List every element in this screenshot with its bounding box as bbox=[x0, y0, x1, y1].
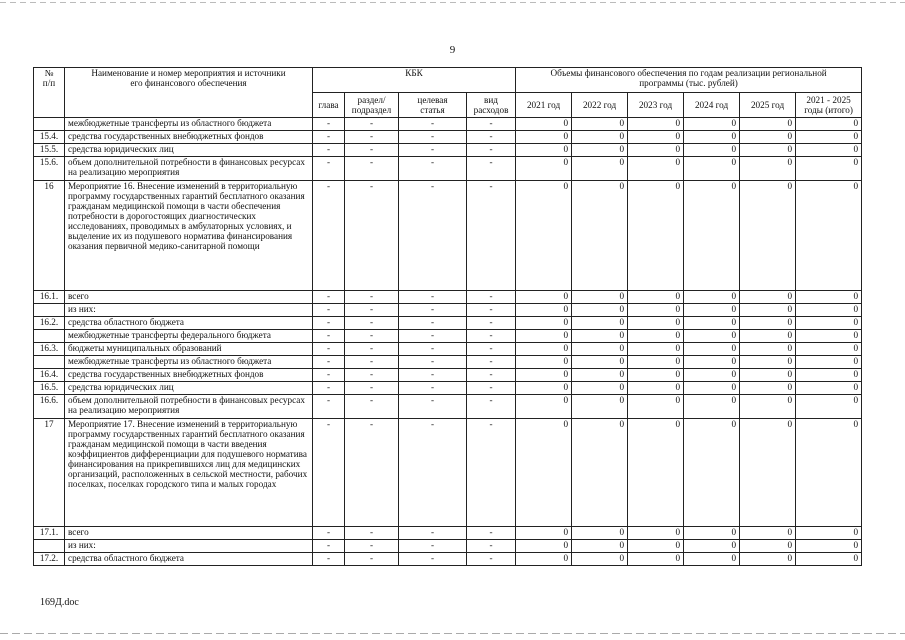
kbk-cell: - bbox=[345, 118, 399, 131]
value-cell: 0 bbox=[740, 304, 796, 317]
kbk-cell: - bbox=[399, 317, 467, 330]
kbk-cell: - bbox=[345, 157, 399, 181]
header-year-2021: 2021 год bbox=[516, 93, 572, 118]
value-cell: 0 bbox=[796, 382, 862, 395]
table-row bbox=[34, 181, 862, 291]
value-cell: 0 bbox=[572, 181, 628, 291]
table-row bbox=[34, 540, 862, 553]
row-name: Мероприятие 16. Внесение изменений в территориальную программу государственных гарантий бесплатного оказания гражданам медицинской помощи в части обеспечения потребности в дорогостоящих диагностических исследованиях, проводимых в амбулаторных условиях, и выделение их из подушевого норматива финансирования оказания первичной медико-санитарной помощи bbox=[65, 181, 313, 291]
row-number: 15.4. bbox=[34, 131, 65, 144]
value-cell: 0 bbox=[796, 369, 862, 382]
kbk-cell: - bbox=[313, 395, 345, 419]
kbk-cell: - bbox=[399, 144, 467, 157]
kbk-cell: - bbox=[399, 181, 467, 291]
value-cell: 0 bbox=[684, 419, 740, 527]
value-cell: 0 bbox=[740, 131, 796, 144]
value-cell: 0 bbox=[796, 144, 862, 157]
kbk-cell: - bbox=[467, 317, 516, 330]
row-name: из них: bbox=[65, 540, 313, 553]
value-cell: 0 bbox=[628, 291, 684, 304]
value-cell: 0 bbox=[796, 395, 862, 419]
kbk-cell: - bbox=[467, 304, 516, 317]
value-cell: 0 bbox=[796, 540, 862, 553]
row-number bbox=[34, 330, 65, 343]
row-number: 15.5. bbox=[34, 144, 65, 157]
kbk-cell: - bbox=[399, 540, 467, 553]
kbk-cell: - bbox=[345, 356, 399, 369]
kbk-cell: - bbox=[345, 291, 399, 304]
value-cell: 0 bbox=[684, 118, 740, 131]
row-number bbox=[34, 304, 65, 317]
row-name: межбюджетные трансферты из областного бюджета bbox=[65, 118, 313, 131]
kbk-cell: - bbox=[399, 291, 467, 304]
value-cell: 0 bbox=[684, 291, 740, 304]
table-row bbox=[34, 356, 862, 369]
row-number: 17.2. bbox=[34, 553, 65, 566]
value-cell: 0 bbox=[796, 527, 862, 540]
value-cell: 0 bbox=[684, 131, 740, 144]
kbk-cell: - bbox=[467, 118, 516, 131]
kbk-cell: - bbox=[399, 343, 467, 356]
value-cell: 0 bbox=[628, 343, 684, 356]
table-row bbox=[34, 157, 862, 181]
row-name: межбюджетные трансферты федерального бюджета bbox=[65, 330, 313, 343]
value-cell: 0 bbox=[516, 382, 572, 395]
row-number: 16.1. bbox=[34, 291, 65, 304]
kbk-cell: - bbox=[313, 330, 345, 343]
value-cell: 0 bbox=[740, 157, 796, 181]
scan-edge-bottom bbox=[0, 633, 905, 634]
value-cell: 0 bbox=[684, 317, 740, 330]
header-vid: вид расходов bbox=[467, 93, 516, 118]
value-cell: 0 bbox=[516, 118, 572, 131]
value-cell: 0 bbox=[684, 330, 740, 343]
header-name: Наименование и номер мероприятия и источники его финансового обеспечения bbox=[65, 68, 313, 118]
kbk-cell: - bbox=[313, 317, 345, 330]
kbk-cell: - bbox=[467, 144, 516, 157]
value-cell: 0 bbox=[572, 382, 628, 395]
table-row bbox=[34, 553, 862, 566]
value-cell: 0 bbox=[740, 144, 796, 157]
value-cell: 0 bbox=[684, 540, 740, 553]
kbk-cell: - bbox=[399, 527, 467, 540]
value-cell: 0 bbox=[572, 131, 628, 144]
row-number: 16 bbox=[34, 181, 65, 291]
kbk-cell: - bbox=[467, 131, 516, 144]
value-cell: 0 bbox=[684, 157, 740, 181]
value-cell: 0 bbox=[684, 369, 740, 382]
value-cell: 0 bbox=[628, 131, 684, 144]
value-cell: 0 bbox=[684, 527, 740, 540]
kbk-cell: - bbox=[345, 131, 399, 144]
value-cell: 0 bbox=[516, 419, 572, 527]
value-cell: 0 bbox=[796, 553, 862, 566]
kbk-cell: - bbox=[399, 419, 467, 527]
kbk-cell: - bbox=[313, 118, 345, 131]
value-cell: 0 bbox=[572, 356, 628, 369]
value-cell: 0 bbox=[740, 291, 796, 304]
value-cell: 0 bbox=[684, 553, 740, 566]
row-name: средства областного бюджета bbox=[65, 317, 313, 330]
kbk-cell: - bbox=[467, 527, 516, 540]
value-cell: 0 bbox=[740, 181, 796, 291]
kbk-cell: - bbox=[345, 553, 399, 566]
header-num: № п/п bbox=[34, 68, 65, 118]
value-cell: 0 bbox=[628, 553, 684, 566]
value-cell: 0 bbox=[516, 317, 572, 330]
table-row bbox=[34, 131, 862, 144]
header-glava: глава bbox=[313, 93, 345, 118]
value-cell: 0 bbox=[628, 395, 684, 419]
row-name: объем дополнительной потребности в финансовых ресурсах на реализацию мероприятия bbox=[65, 157, 313, 181]
value-cell: 0 bbox=[796, 157, 862, 181]
kbk-cell: - bbox=[399, 395, 467, 419]
row-name: Мероприятие 17. Внесение изменений в территориальную программу государственных гарантий бесплатного оказания гражданам медицинской помощи в части введения коэффициентов дифференциации для подушевого норматива финансирования на прикрепившихся лиц для медицинских организаций, расположенных в сельской местности, рабочих поселках, поселках городского типа и малых городах bbox=[65, 419, 313, 527]
header-year-total: 2021 - 2025 годы (итого) bbox=[796, 93, 862, 118]
row-name: средства областного бюджета bbox=[65, 553, 313, 566]
value-cell: 0 bbox=[628, 527, 684, 540]
kbk-cell: - bbox=[313, 553, 345, 566]
row-name: всего bbox=[65, 291, 313, 304]
table-row bbox=[34, 304, 862, 317]
value-cell: 0 bbox=[796, 181, 862, 291]
value-cell: 0 bbox=[740, 356, 796, 369]
kbk-cell: - bbox=[399, 356, 467, 369]
value-cell: 0 bbox=[628, 540, 684, 553]
value-cell: 0 bbox=[796, 356, 862, 369]
header-year-2025: 2025 год bbox=[740, 93, 796, 118]
header-year-2024: 2024 год bbox=[684, 93, 740, 118]
kbk-cell: - bbox=[345, 330, 399, 343]
header-year-2023: 2023 год bbox=[628, 93, 684, 118]
row-number: 16.2. bbox=[34, 317, 65, 330]
value-cell: 0 bbox=[796, 131, 862, 144]
header-year-2022: 2022 год bbox=[572, 93, 628, 118]
kbk-cell: - bbox=[399, 330, 467, 343]
value-cell: 0 bbox=[796, 317, 862, 330]
kbk-cell: - bbox=[345, 317, 399, 330]
kbk-cell: - bbox=[313, 304, 345, 317]
row-number: 17 bbox=[34, 419, 65, 527]
kbk-cell: - bbox=[345, 304, 399, 317]
kbk-cell: - bbox=[345, 395, 399, 419]
value-cell: 0 bbox=[740, 317, 796, 330]
value-cell: 0 bbox=[740, 382, 796, 395]
table-body bbox=[34, 118, 862, 566]
row-name: межбюджетные трансферты из областного бюджета bbox=[65, 356, 313, 369]
kbk-cell: - bbox=[399, 118, 467, 131]
value-cell: 0 bbox=[572, 317, 628, 330]
value-cell: 0 bbox=[740, 419, 796, 527]
table-header bbox=[34, 68, 862, 118]
table-row bbox=[34, 369, 862, 382]
value-cell: 0 bbox=[572, 118, 628, 131]
value-cell: 0 bbox=[516, 540, 572, 553]
kbk-cell: - bbox=[399, 382, 467, 395]
value-cell: 0 bbox=[516, 356, 572, 369]
value-cell: 0 bbox=[572, 343, 628, 356]
value-cell: 0 bbox=[684, 181, 740, 291]
scan-edge-top bbox=[0, 2, 905, 3]
financing-table bbox=[33, 67, 862, 566]
value-cell: 0 bbox=[740, 343, 796, 356]
value-cell: 0 bbox=[796, 419, 862, 527]
value-cell: 0 bbox=[740, 553, 796, 566]
value-cell: 0 bbox=[628, 157, 684, 181]
row-name: всего bbox=[65, 527, 313, 540]
kbk-cell: - bbox=[313, 291, 345, 304]
row-number: 16.6. bbox=[34, 395, 65, 419]
value-cell: 0 bbox=[628, 118, 684, 131]
value-cell: 0 bbox=[628, 419, 684, 527]
kbk-cell: - bbox=[467, 553, 516, 566]
value-cell: 0 bbox=[740, 118, 796, 131]
table-row bbox=[34, 291, 862, 304]
value-cell: 0 bbox=[628, 317, 684, 330]
kbk-cell: - bbox=[345, 144, 399, 157]
value-cell: 0 bbox=[796, 118, 862, 131]
value-cell: 0 bbox=[572, 157, 628, 181]
value-cell: 0 bbox=[572, 553, 628, 566]
value-cell: 0 bbox=[740, 540, 796, 553]
row-number: 17.1. bbox=[34, 527, 65, 540]
row-name: из них: bbox=[65, 304, 313, 317]
table-row bbox=[34, 419, 862, 527]
kbk-cell: - bbox=[467, 157, 516, 181]
value-cell: 0 bbox=[684, 356, 740, 369]
value-cell: 0 bbox=[796, 330, 862, 343]
row-number: 16.4. bbox=[34, 369, 65, 382]
row-number bbox=[34, 118, 65, 131]
value-cell: 0 bbox=[740, 369, 796, 382]
value-cell: 0 bbox=[796, 304, 862, 317]
value-cell: 0 bbox=[572, 527, 628, 540]
value-cell: 0 bbox=[628, 356, 684, 369]
kbk-cell: - bbox=[345, 419, 399, 527]
kbk-cell: - bbox=[313, 181, 345, 291]
value-cell: 0 bbox=[516, 553, 572, 566]
kbk-cell: - bbox=[399, 131, 467, 144]
kbk-cell: - bbox=[467, 382, 516, 395]
row-number: 16.3. bbox=[34, 343, 65, 356]
header-razdel: раздел/ подраздел bbox=[345, 93, 399, 118]
table-row bbox=[34, 118, 862, 131]
value-cell: 0 bbox=[572, 291, 628, 304]
kbk-cell: - bbox=[345, 540, 399, 553]
kbk-cell: - bbox=[313, 369, 345, 382]
value-cell: 0 bbox=[572, 540, 628, 553]
table-row bbox=[34, 343, 862, 356]
row-number: 16.5. bbox=[34, 382, 65, 395]
kbk-cell: - bbox=[313, 157, 345, 181]
row-name: бюджеты муниципальных образований bbox=[65, 343, 313, 356]
row-name: средства государственных внебюджетных фондов bbox=[65, 131, 313, 144]
kbk-cell: - bbox=[313, 419, 345, 527]
value-cell: 0 bbox=[628, 330, 684, 343]
value-cell: 0 bbox=[516, 343, 572, 356]
value-cell: 0 bbox=[516, 144, 572, 157]
value-cell: 0 bbox=[516, 330, 572, 343]
kbk-cell: - bbox=[313, 144, 345, 157]
kbk-cell: - bbox=[467, 395, 516, 419]
row-name: средства государственных внебюджетных фондов bbox=[65, 369, 313, 382]
value-cell: 0 bbox=[684, 304, 740, 317]
value-cell: 0 bbox=[628, 382, 684, 395]
kbk-cell: - bbox=[399, 157, 467, 181]
kbk-cell: - bbox=[313, 343, 345, 356]
value-cell: 0 bbox=[516, 181, 572, 291]
kbk-cell: - bbox=[313, 131, 345, 144]
value-cell: 0 bbox=[516, 527, 572, 540]
value-cell: 0 bbox=[572, 419, 628, 527]
value-cell: 0 bbox=[740, 395, 796, 419]
kbk-cell: - bbox=[467, 330, 516, 343]
kbk-cell: - bbox=[313, 540, 345, 553]
table-row bbox=[34, 144, 862, 157]
kbk-cell: - bbox=[313, 382, 345, 395]
kbk-cell: - bbox=[399, 553, 467, 566]
value-cell: 0 bbox=[796, 291, 862, 304]
table-row bbox=[34, 382, 862, 395]
kbk-cell: - bbox=[345, 527, 399, 540]
table-row bbox=[34, 330, 862, 343]
kbk-cell: - bbox=[345, 343, 399, 356]
value-cell: 0 bbox=[684, 343, 740, 356]
value-cell: 0 bbox=[684, 382, 740, 395]
value-cell: 0 bbox=[516, 291, 572, 304]
page-number: 9 bbox=[449, 44, 456, 56]
value-cell: 0 bbox=[572, 395, 628, 419]
footer-doc-name: 169Д.doc bbox=[40, 597, 79, 608]
header-celevaya: целевая статья bbox=[399, 93, 467, 118]
kbk-cell: - bbox=[313, 356, 345, 369]
row-name: объем дополнительной потребности в финансовых ресурсах на реализацию мероприятия bbox=[65, 395, 313, 419]
value-cell: 0 bbox=[684, 144, 740, 157]
kbk-cell: - bbox=[345, 382, 399, 395]
value-cell: 0 bbox=[516, 369, 572, 382]
value-cell: 0 bbox=[628, 304, 684, 317]
table-row bbox=[34, 395, 862, 419]
kbk-cell: - bbox=[467, 540, 516, 553]
row-name: средства юридических лиц bbox=[65, 382, 313, 395]
row-number: 15.6. bbox=[34, 157, 65, 181]
header-volumes: Объемы финансового обеспечения по годам реализации региональной программы (тыс. рублей) bbox=[516, 68, 862, 93]
value-cell: 0 bbox=[628, 369, 684, 382]
kbk-cell: - bbox=[399, 304, 467, 317]
table-row bbox=[34, 527, 862, 540]
value-cell: 0 bbox=[740, 330, 796, 343]
header-kbk: КБК bbox=[313, 68, 516, 93]
row-number bbox=[34, 540, 65, 553]
kbk-cell: - bbox=[467, 419, 516, 527]
row-name: средства юридических лиц bbox=[65, 144, 313, 157]
value-cell: 0 bbox=[516, 395, 572, 419]
kbk-cell: - bbox=[467, 291, 516, 304]
table-row bbox=[34, 317, 862, 330]
kbk-cell: - bbox=[399, 369, 467, 382]
value-cell: 0 bbox=[628, 181, 684, 291]
value-cell: 0 bbox=[572, 144, 628, 157]
kbk-cell: - bbox=[345, 369, 399, 382]
value-cell: 0 bbox=[516, 304, 572, 317]
value-cell: 0 bbox=[572, 369, 628, 382]
kbk-cell: - bbox=[313, 527, 345, 540]
kbk-cell: - bbox=[467, 343, 516, 356]
kbk-cell: - bbox=[467, 356, 516, 369]
value-cell: 0 bbox=[796, 343, 862, 356]
kbk-cell: - bbox=[345, 181, 399, 291]
value-cell: 0 bbox=[572, 304, 628, 317]
value-cell: 0 bbox=[516, 157, 572, 181]
value-cell: 0 bbox=[572, 330, 628, 343]
value-cell: 0 bbox=[628, 144, 684, 157]
value-cell: 0 bbox=[740, 527, 796, 540]
row-number bbox=[34, 356, 65, 369]
kbk-cell: - bbox=[467, 181, 516, 291]
kbk-cell: - bbox=[467, 369, 516, 382]
value-cell: 0 bbox=[684, 395, 740, 419]
value-cell: 0 bbox=[516, 131, 572, 144]
